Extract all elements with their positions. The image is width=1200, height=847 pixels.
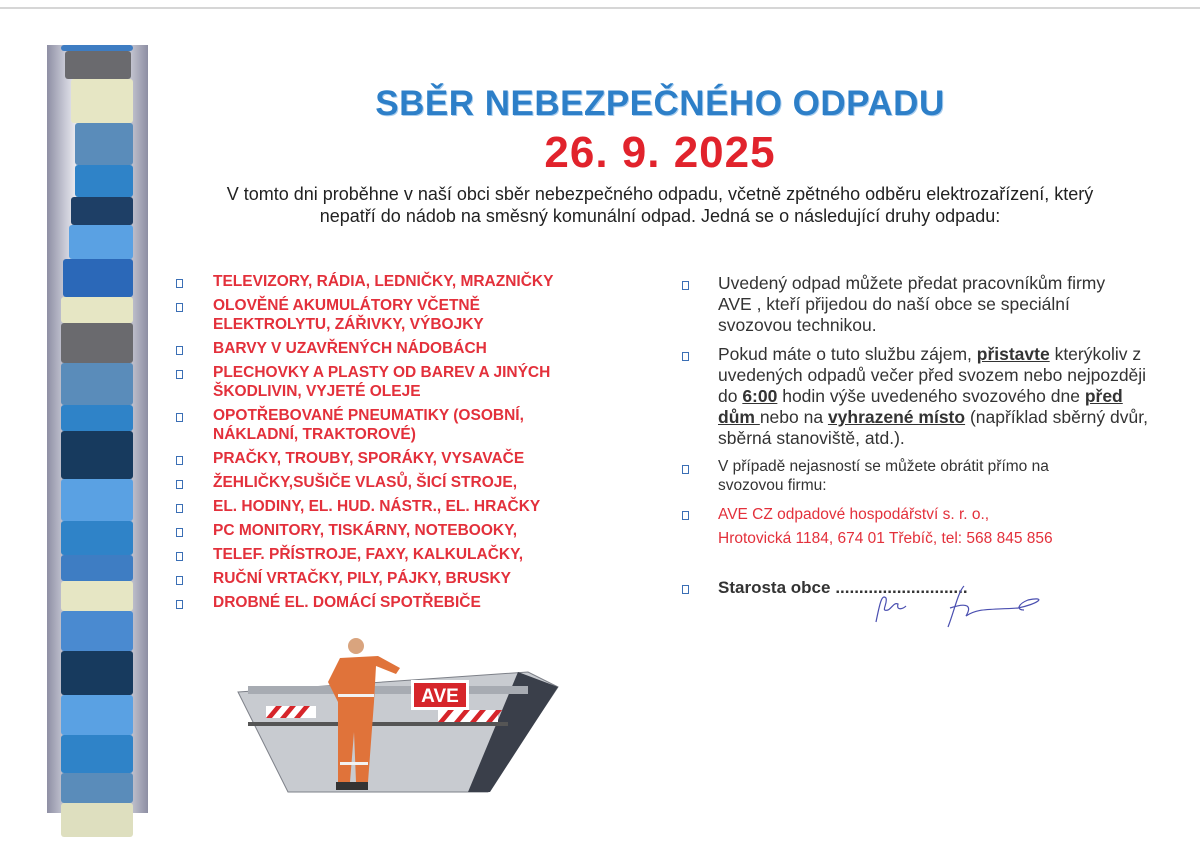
signature-line: ............................ <box>835 578 968 597</box>
ave-logo <box>411 680 469 710</box>
striped-band <box>61 45 133 813</box>
square-bullet-icon <box>176 552 183 561</box>
container-illustration <box>228 632 568 812</box>
item-text: TELEF. PŘÍSTROJE, FAXY, KALKULAČKY, <box>213 546 524 563</box>
event-date: 26. 9. 2025 <box>544 128 776 177</box>
item-text: OPOTŘEBOVANÉ PNEUMATIKY (OSOBNÍ, NÁKLADNÍ, TRAKTOROVÉ) <box>213 407 524 443</box>
item-text: BARVY V UZAVŘENÝCH NÁDOBÁCH <box>213 340 487 357</box>
square-bullet-icon <box>682 585 689 594</box>
emphasis-text: vyhrazené místo <box>827 407 966 427</box>
emphasis-time: 6:00 <box>742 386 778 406</box>
top-border <box>0 7 1200 9</box>
info-item <box>718 344 1158 449</box>
list-item <box>213 339 633 358</box>
item-text: EL. HODINY, EL. HUD. NÁSTR., EL. HRAČKY <box>213 498 541 515</box>
list-item <box>213 363 633 401</box>
square-bullet-icon <box>176 303 183 312</box>
intro-line: nepatří do nádob na směsný komunální odpad. Jedná se o následující druhy odpadu: <box>319 206 1001 226</box>
waste-items-list <box>213 272 633 617</box>
info-item <box>718 457 1148 495</box>
list-item <box>213 406 633 444</box>
square-bullet-icon <box>176 456 183 465</box>
square-bullet-icon <box>682 465 689 474</box>
contact-item <box>718 503 1148 551</box>
square-bullet-icon <box>176 504 183 513</box>
item-text: OLOVĚNÉ AKUMULÁTORY VČETNĚ ELEKTROLYTU, ZÁŘIVKY, VÝBOJKY <box>213 297 484 333</box>
emphasis-text: před dům <box>718 386 1123 427</box>
info-text: V případě nejasností se můžete obrátit přímo na svozovou firmu: <box>718 458 1049 494</box>
square-bullet-icon <box>682 281 689 290</box>
intro-line: V tomto dni proběhne v naší obci sběr nebezpečného odpadu, včetně zpětného odběru elektrozařízení, který <box>226 184 1094 204</box>
item-text: ŽEHLIČKY,SUŠIČE VLASŮ, ŠICÍ STROJE, <box>213 474 518 491</box>
square-bullet-icon <box>176 528 183 537</box>
square-bullet-icon <box>176 370 183 379</box>
company-address: Hrotovická 1184, 674 01 Třebíč, tel: 568 845 856 <box>718 530 1053 547</box>
item-text: RUČNÍ VRTAČKY, PILY, PÁJKY, BRUSKY <box>213 570 512 587</box>
info-text: nebo na <box>759 407 828 427</box>
svg-text:AVE: AVE <box>421 686 459 707</box>
list-item <box>213 449 633 468</box>
square-bullet-icon <box>176 413 183 422</box>
square-bullet-icon <box>682 511 689 520</box>
square-bullet-icon <box>176 346 183 355</box>
list-item <box>213 545 633 564</box>
page-title: SBĚR NEBEZPEČNÉHO ODPADU <box>375 84 945 123</box>
intro-text <box>160 183 1160 227</box>
emphasis-text: přistavte <box>976 344 1050 364</box>
list-item <box>213 473 633 492</box>
square-bullet-icon <box>176 576 183 585</box>
square-bullet-icon <box>176 480 183 489</box>
info-item <box>718 273 1148 336</box>
list-item <box>213 497 633 516</box>
list-item <box>213 272 633 291</box>
item-text: PC MONITORY, TISKÁRNY, NOTEBOOKY, <box>213 522 518 539</box>
item-text: PLECHOVKY A PLASTY OD BAREV A JINÝCH ŠKODLIVIN, VYJETÉ OLEJE <box>213 364 551 400</box>
item-text: DROBNÉ EL. DOMÁCÍ SPOTŘEBIČE <box>213 594 481 611</box>
info-text: hodin výše uvedeného svozového dne <box>777 386 1085 406</box>
info-list <box>718 273 1148 606</box>
company-name: AVE CZ odpadové hospodářství s. r. o., <box>718 506 990 523</box>
signature <box>868 582 1058 632</box>
info-text: Pokud máte o tuto službu zájem, <box>718 344 977 364</box>
square-bullet-icon <box>682 352 689 361</box>
list-item <box>213 593 633 612</box>
list-item <box>213 569 633 588</box>
square-bullet-icon <box>176 600 183 609</box>
decorative-stripe <box>47 45 148 813</box>
square-bullet-icon <box>176 279 183 288</box>
list-item <box>213 296 633 334</box>
item-text: TELEVIZORY, RÁDIA, LEDNIČKY, MRAZNIČKY <box>213 273 554 290</box>
list-item <box>213 521 633 540</box>
info-text: kterýkoliv z uvedených odpadů večer před svozem nebo nejpozději do <box>718 344 1147 406</box>
info-text: Uvedený odpad můžete předat pracovníkům firmy AVE , kteří přijedou do naší obce se speciální svozovou technikou. <box>718 273 1106 335</box>
info-text: (například sběrný dvůr, sběrná stanoviště, atd.). <box>718 407 1148 448</box>
item-text: PRAČKY, TROUBY, SPORÁKY, VYSAVAČE <box>213 450 525 467</box>
mayor-label: Starosta obce <box>718 578 831 597</box>
